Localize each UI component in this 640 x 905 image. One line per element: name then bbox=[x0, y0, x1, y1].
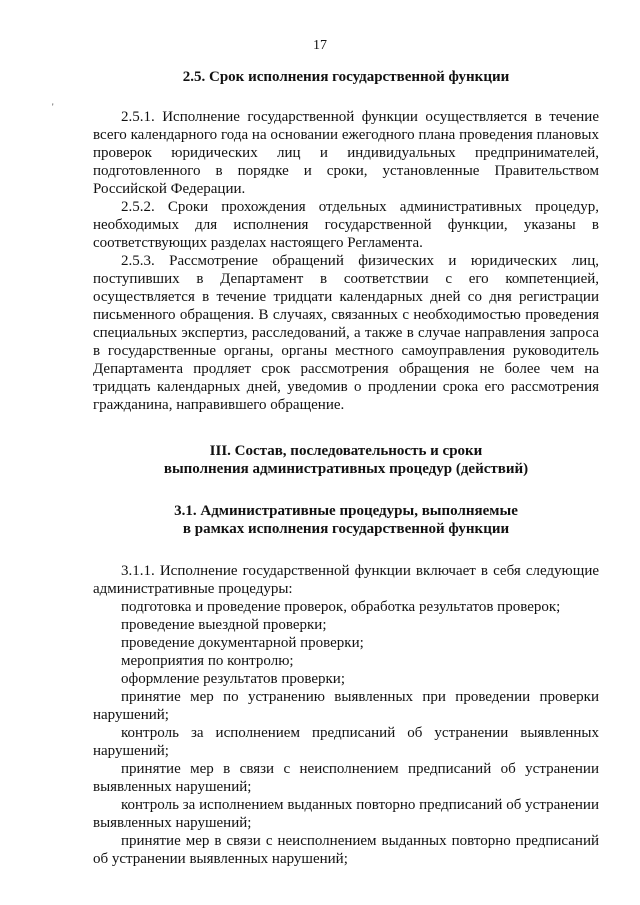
procedure-item: принятие мер в связи с неисполнением предписаний об устранении выявленных нарушений; bbox=[93, 761, 599, 795]
procedure-item: проведение документарной проверки; bbox=[121, 635, 364, 651]
procedure-item: оформление результатов проверки; bbox=[121, 671, 345, 687]
paragraph-2-5-3: 2.5.3. Рассмотрение обращений физических и юридических лиц, поступивших в Департамент в соответствии с его компетенцией, осуществляется в течение тридцати календарных дней со дня регистрации письменного обращения. В случаях, связанных с необходимостью проведения специальных экспертиз, расследований, а также в случае направления запроса в государственные органы, органы местного самоуправления руководитель Департамента продляет срок рассмотрения обращения не более чем на тридцать календарных дней, уведомив о продлении срока его рассмотрения гражданина, направившего обращение. bbox=[93, 253, 599, 413]
procedure-item: принятие мер по устранению выявленных при проведении проверки нарушений; bbox=[93, 689, 599, 723]
procedure-item: принятие мер в связи с неисполнением выданных повторно предписаний об устранении выявленных нарушений; bbox=[93, 833, 599, 867]
procedure-item: контроль за исполнением выданных повторно предписаний об устранении выявленных нарушений; bbox=[93, 797, 599, 831]
section-3-1-heading bbox=[93, 502, 599, 538]
section-3-heading-line2: выполнения административных процедур (действий) bbox=[163, 461, 529, 477]
page-number: 17 bbox=[313, 38, 327, 53]
paragraph-3-1-1: 3.1.1. Исполнение государственной функции включает в себя следующие административные процедуры: bbox=[93, 563, 599, 597]
paragraph-2-5-1: 2.5.1. Исполнение государственной функции осуществляется в течение всего календарного года на основании ежегодного плана проведения плановых проверок юридических лиц и индивидуальных предпринимателей, подготовленного в порядке и сроки, установленные Правительством Российской Федерации. bbox=[93, 109, 599, 197]
page-content bbox=[93, 68, 599, 868]
procedure-item: подготовка и проведение проверок, обработка результатов проверок; bbox=[121, 599, 561, 615]
section-2-5-heading: 2.5. Срок исполнения государственной функции bbox=[182, 69, 510, 85]
section-3-heading bbox=[93, 442, 599, 478]
section-3-heading-line1: III. Состав, последовательность и сроки bbox=[209, 443, 483, 459]
section-3-1-heading-line1: 3.1. Административные процедуры, выполняемые bbox=[174, 503, 518, 519]
procedure-item: мероприятия по контролю; bbox=[121, 653, 294, 669]
procedure-item: проведение выездной проверки; bbox=[121, 617, 327, 633]
paragraph-2-5-2: 2.5.2. Сроки прохождения отдельных административных процедур, необходимых для исполнения государственной функции, указаны в соответствующих разделах настоящего Регламента. bbox=[93, 199, 599, 251]
section-3-1-heading-line2: в рамках исполнения государственной функции bbox=[182, 521, 510, 537]
margin-mark: ' bbox=[52, 102, 54, 112]
procedure-item: контроль за исполнением предписаний об устранении выявленных нарушений; bbox=[93, 725, 599, 759]
